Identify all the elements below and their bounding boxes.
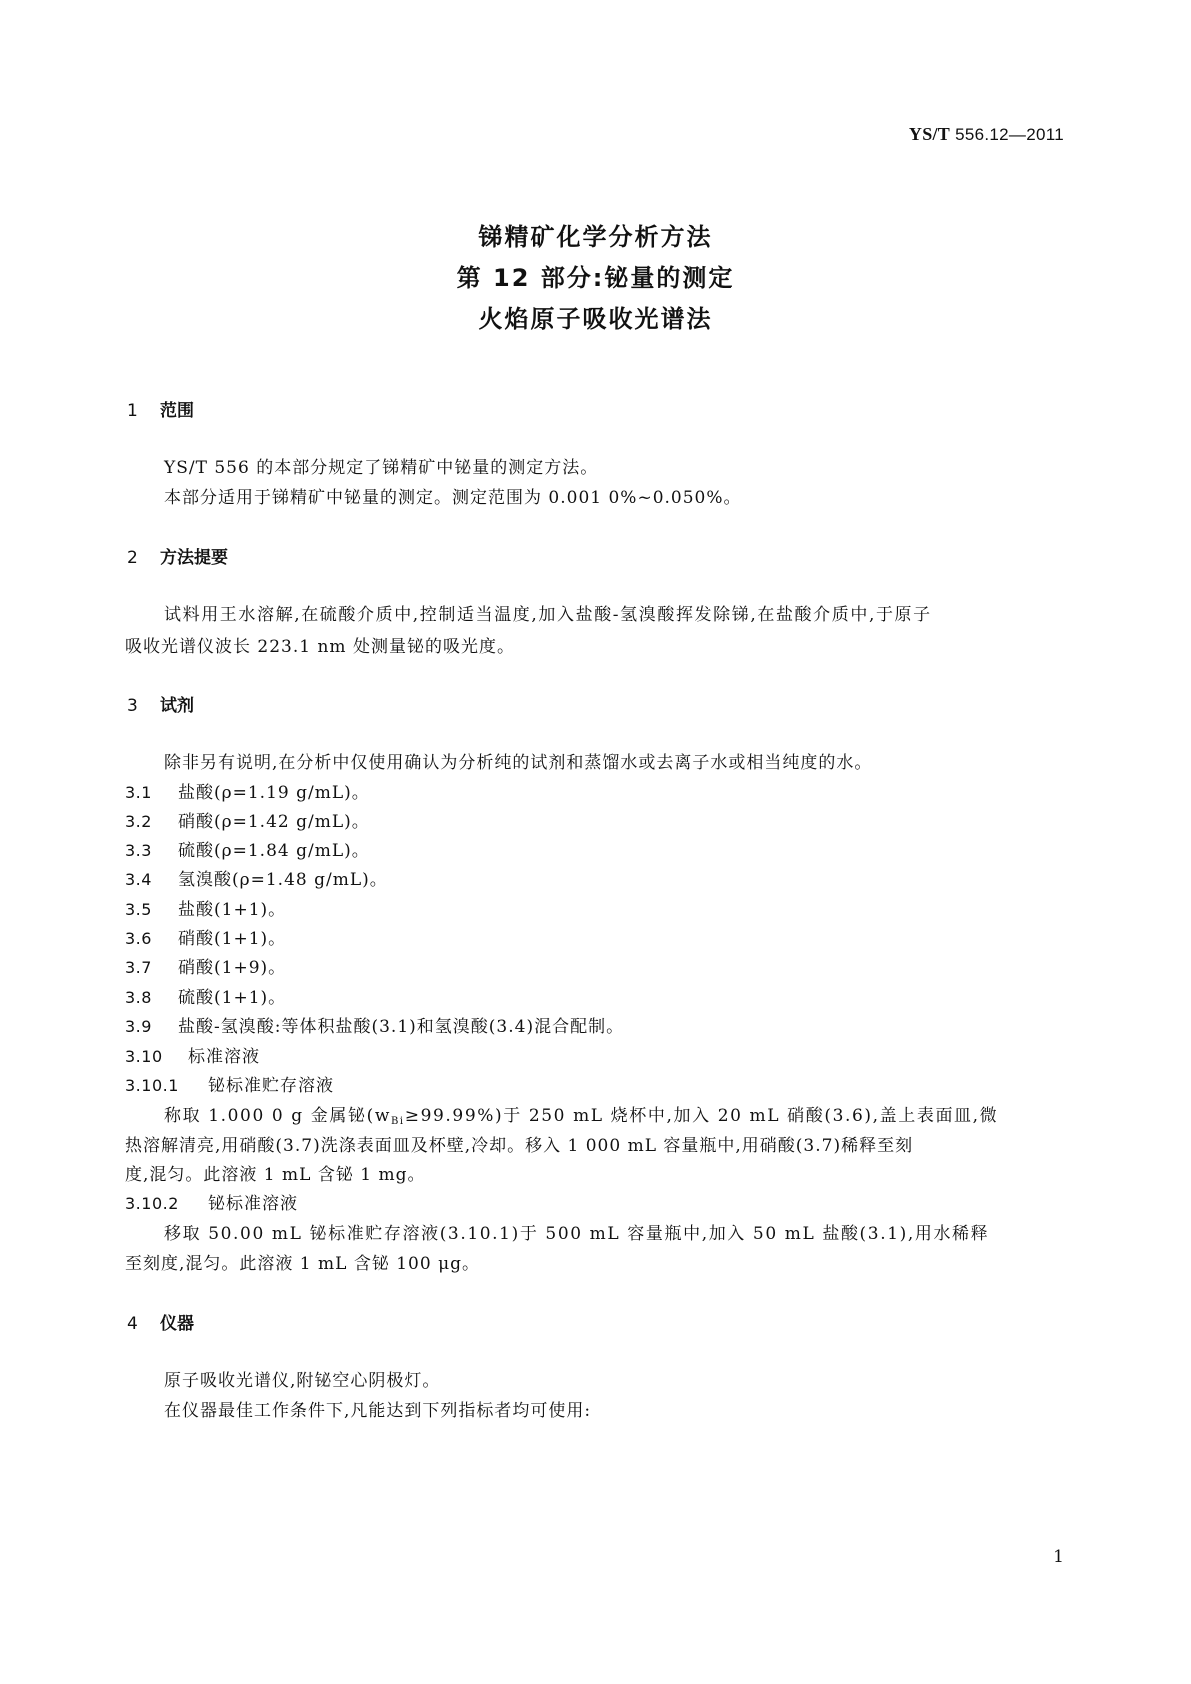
- apparatus-paragraph-2: 在仪器最佳工作条件下,凡能达到下列指标者均可使用:: [164, 1401, 592, 1421]
- clause-text: 硝酸(1+9)。: [178, 958, 287, 978]
- section-heading-apparatus: [127, 1309, 194, 1334]
- clause-number: 3.3: [125, 841, 152, 860]
- clause-text: 铋标准贮存溶液: [208, 1076, 334, 1096]
- section-number: 2: [127, 548, 138, 568]
- standard-code-number: 556.12—2011: [955, 125, 1064, 144]
- section-heading-reagents: [127, 691, 194, 716]
- apparatus-paragraph-1: 原子吸收光谱仪,附铋空心阴极灯。: [164, 1371, 441, 1391]
- section-heading-method-summary: [127, 543, 228, 568]
- section-number: 3: [127, 696, 138, 716]
- standard-code-prefix: YS/T: [908, 124, 951, 144]
- section-heading-scope: [127, 396, 194, 421]
- clause-number: 3.1: [125, 783, 152, 802]
- clause-text: 硝酸(1+1)。: [178, 929, 287, 949]
- method-paragraph-line-2: 吸收光谱仪波长 223.1 nm 处测量铋的吸光度。: [125, 637, 515, 657]
- reagent-item: [125, 865, 388, 890]
- clause-text: 硝酸(ρ=1.42 g/mL)。: [178, 812, 370, 832]
- clause-number: 3.8: [125, 988, 152, 1007]
- clause-number: 3.5: [125, 900, 152, 919]
- reagent-item: [125, 1042, 260, 1067]
- scope-paragraph-1: YS/T 556 的本部分规定了锑精矿中铋量的测定方法。: [164, 458, 599, 478]
- clause-number: 3.7: [125, 958, 152, 977]
- section-number: 4: [127, 1314, 138, 1334]
- reagent-item: [125, 953, 286, 978]
- section-title: 方法提要: [160, 548, 228, 568]
- clause-number: 3.9: [125, 1017, 152, 1036]
- clause-text: 盐酸-氢溴酸:等体积盐酸(3.1)和氢溴酸(3.4)混合配制。: [178, 1017, 625, 1037]
- reagent-item: [125, 983, 286, 1008]
- reagent-item: [125, 778, 370, 803]
- clause-number: 3.2: [125, 812, 152, 831]
- section-title: 试剂: [160, 696, 194, 716]
- reagent-item: [125, 1012, 624, 1037]
- doc-title-line-1: 锑精矿化学分析方法: [478, 223, 713, 251]
- clause-text: 盐酸(1+1)。: [178, 900, 287, 920]
- reagent-item: [125, 895, 286, 920]
- clause-number: 3.10.2: [125, 1194, 179, 1213]
- clause-number: 3.10.1: [125, 1076, 179, 1095]
- stock-solution-paragraph-line-1: 称取 1.000 0 g 金属铋$(w_{Bi}\ge 99.99\%)$于 250 mL 烧杯中,加入 20 mL 硝酸(3.6),盖上表面皿,微: [164, 1106, 999, 1127]
- reagent-item: [125, 807, 370, 832]
- stock-solution-paragraph-line-2: 热溶解清亮,用硝酸(3.7)洗涤表面皿及杯壁,冷却。移入 1 000 mL 容量瓶中,用硝酸(3.7)稀释至刻: [125, 1136, 914, 1156]
- standard-solution-paragraph-line-1: 移取 50.00 mL 铋标准贮存溶液(3.10.1)于 500 mL 容量瓶中,加入 50 mL 盐酸(3.1),用水稀释: [164, 1224, 990, 1244]
- clause-text: 标准溶液: [188, 1047, 260, 1067]
- clause-number: 3.4: [125, 870, 152, 889]
- clause-text: 硫酸(1+1)。: [178, 988, 287, 1008]
- bismuth-subscript: Bi: [390, 1116, 405, 1127]
- reagent-item: [125, 924, 286, 949]
- clause-text: 盐酸(ρ=1.19 g/mL)。: [178, 783, 370, 803]
- method-paragraph-line-1: 试料用王水溶解,在硫酸介质中,控制适当温度,加入盐酸-氢溴酸挥发除锑,在盐酸介质中,于原子: [164, 605, 932, 625]
- doc-title-line-2: 第 12 部分:铋量的测定: [456, 264, 735, 292]
- doc-title-line-3: 火焰原子吸收光谱法: [478, 305, 713, 333]
- reagents-intro: 除非另有说明,在分析中仅使用确认为分析纯的试剂和蒸馏水或去离子水或相当纯度的水。: [164, 753, 873, 773]
- standard-code: [831, 124, 1064, 145]
- section-title: 仪器: [160, 1314, 194, 1334]
- stock-solution-paragraph-line-3: 度,混匀。此溶液 1 mL 含铋 1 mg。: [125, 1165, 426, 1185]
- page-number: 1: [1053, 1547, 1064, 1567]
- section-title: 范围: [160, 401, 194, 421]
- clause-number: 3.6: [125, 929, 152, 948]
- reagent-item: [125, 1071, 334, 1096]
- clause-text: 氢溴酸(ρ=1.48 g/mL)。: [178, 870, 388, 890]
- scope-paragraph-2: 本部分适用于锑精矿中铋量的测定。测定范围为 0.001 0%~0.050%。: [164, 488, 742, 508]
- reagent-item: [125, 1189, 298, 1214]
- clause-text: 硫酸(ρ=1.84 g/mL)。: [178, 841, 370, 861]
- clause-number: 3.10: [125, 1047, 163, 1066]
- section-number: 1: [127, 401, 138, 421]
- clause-text: 铋标准溶液: [208, 1194, 298, 1214]
- reagent-item: [125, 836, 370, 861]
- standard-solution-paragraph-line-2: 至刻度,混匀。此溶液 1 mL 含铋 100 μg。: [125, 1254, 481, 1274]
